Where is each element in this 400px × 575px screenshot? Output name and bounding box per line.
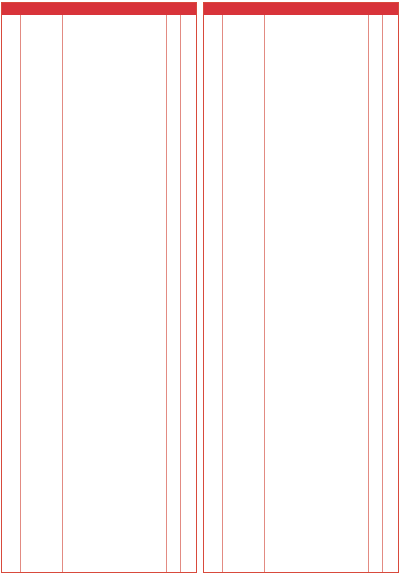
header-detail [264, 3, 368, 15]
table-body-left [2, 15, 196, 572]
right-table-panel [203, 2, 399, 573]
header-detail [62, 3, 166, 15]
table-header-left [2, 3, 196, 15]
header-dept [2, 3, 20, 15]
header-date [166, 3, 180, 15]
header-remark [180, 3, 196, 15]
left-table-panel [1, 2, 197, 573]
table-header-right [204, 3, 398, 15]
table-body-right [204, 15, 398, 572]
header-date [368, 3, 382, 15]
header-name [222, 3, 264, 15]
header-remark [382, 3, 398, 15]
header-name [20, 3, 62, 15]
header-dept [204, 3, 222, 15]
